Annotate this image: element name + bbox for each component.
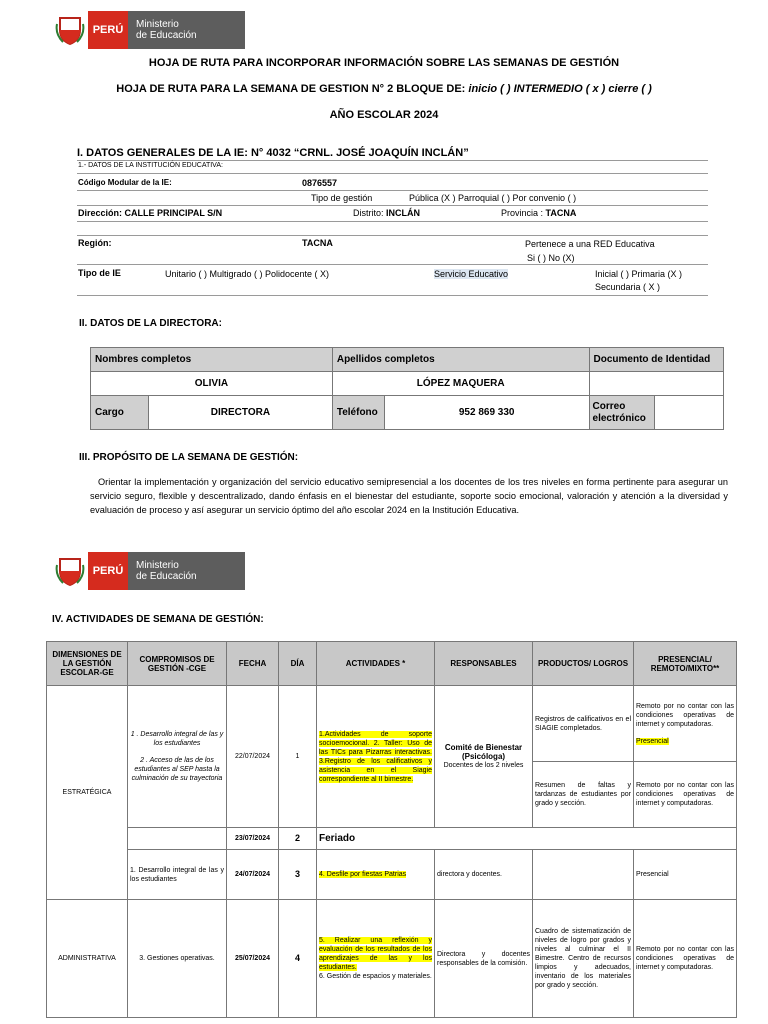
tipo-gestion-options: Pública (X ) Parroquial ( ) Por convenio ( ) [409,193,577,203]
correo-value [654,396,723,430]
cargo-value: DIRECTORA [149,396,333,430]
fecha-r1: 22/07/2024 [227,686,279,828]
proposito-text: Orientar la implementación y organización del servicio educativo semipresencial a los docentes de los tres niveles en forma pertinente para asegurar un servicio seguro, flexible y descentralizado, dando énfasis en el bienestar del estudiante, soporte socio emocional, valoración y atención a la diversidad y evaluación de proceso y así asegurar un servicio óptimo del año escolar 2024 en la Institución Educativa. [90,477,728,515]
peru-label: PERÚ [88,11,128,49]
ministry-label: Ministerio de Educación [128,11,245,49]
producto-r1b: Resumen de faltas y tardanzas de estudiantes por grado y sección. [533,762,634,828]
dimension-administrativa: ADMINISTRATIVA [47,900,128,1018]
minedu-logo [52,11,245,49]
niveles-line-1: Inicial ( ) Primaria (X ) [595,269,683,279]
tipo-ie-options: Unitario ( ) Multigrado ( ) Polidocente ( X) [165,269,330,279]
niveles-line-2: Secundaria ( X ) [595,282,661,292]
col-actividades: ACTIVIDADES * [317,642,435,686]
dia-r1: 1 [279,686,317,828]
dia-r3: 3 [279,850,317,900]
telefono-value: 952 869 330 [384,396,589,430]
doc-title-1: HOJA DE RUTA PARA INCORPORAR INFORMACIÓN SOBRE LAS SEMANAS DE GESTIÓN [148,57,620,69]
responsables-r1: Comité de Bienestar (Psicóloga) Docentes de los 2 niveles [435,686,533,828]
feriado-r2: Feriado [317,828,737,850]
ministry-label: Ministerio de Educación [128,552,245,590]
compromiso-r1: 1 . Desarrollo integral de las y los estudiantes 2 . Acceso de las de los estudiantes al SEP hasta la culminación de su trayectoria [128,686,227,828]
actividades-r3: 4. Desfile por fiestas Patrias [317,850,435,900]
servicio-educativo: Servicio Educativo [434,269,509,279]
minedu-logo-2 [52,552,245,590]
doc-title-2: HOJA DE RUTA PARA LA SEMANA DE GESTION N° 2 BLOQUE DE: inicio ( ) INTERMEDIO ( x ) cierre ( ) [116,83,652,95]
modalidad-r3: Presencial [634,850,737,900]
compromiso-r2 [128,828,227,850]
activities-table [46,641,737,1018]
compromiso-r4: 3. Gestiones operativas. [128,900,227,1018]
header-apellidos: Apellidos completos [332,348,589,372]
producto-r3 [533,850,634,900]
distrito: Distrito: INCLÁN [353,208,421,218]
region-value: TACNA [302,238,333,248]
section-1-heading: I. DATOS GENERALES DE LA IE: N° 4032 “CRNL. JOSÉ JOAQUÍN INCLÁN” [77,147,469,159]
coat-of-arms-icon [52,11,88,49]
apellido-value: LÓPEZ MAQUERA [332,372,589,396]
documento-value [589,372,723,396]
dia-r4: 4 [279,900,317,1018]
dia-r2: 2 [279,828,317,850]
direccion: Dirección: CALLE PRINCIPAL S/N [78,208,223,218]
correo-label: Correo electrónico [589,396,654,430]
dimension-estrategica: ESTRATÉGICA [47,686,128,900]
telefono-label: Teléfono [332,396,384,430]
red-options: Si ( ) No (X) [527,253,575,263]
cargo-label: Cargo [91,396,149,430]
actividades-r1: 1.Actividades de soporte socioemocional. 2. Taller: Uso de las TICs para Pizarras interactivas. 3.Registro de los calificativos y asistencia en el Siagie correspondiente al II bimestre. [317,686,435,828]
section-3-heading: III. PROPÓSITO DE LA SEMANA DE GESTIÓN: [79,452,299,463]
section-4-heading: IV. ACTIVIDADES DE SEMANA DE GESTIÓN: [52,614,264,625]
compromiso-r3: 1. Desarrollo integral de las y los estudiantes [128,850,227,900]
producto-r1a: Registros de calificativos en el SIAGIE completados. [533,686,634,762]
doc-title-year: AÑO ESCOLAR 2024 [329,109,439,121]
col-modalidad: PRESENCIAL/ REMOTO/MIXTO** [634,642,737,686]
tipo-ie-label: Tipo de IE [78,268,121,278]
modalidad-r1a: Remoto por no contar con las condiciones operativas de internet y computadoras. Presencial [634,686,737,762]
codigo-value: 0876557 [302,178,338,188]
tipo-gestion-label: Tipo de gestión [311,193,373,203]
fecha-r3: 24/07/2024 [227,850,279,900]
coat-of-arms-icon [52,552,88,590]
modalidad-r4: Remoto por no contar con las condiciones operativas de internet y computadoras. [634,900,737,1018]
header-nombres: Nombres completos [91,348,333,372]
col-dia: DÍA [279,642,317,686]
provincia: Provincia : TACNA [501,208,577,218]
header-documento: Documento de Identidad [589,348,723,372]
red-label: Pertenece a una RED Educativa [525,239,655,249]
responsables-r4: Directora y docentes responsables de la comisión. [435,900,533,1018]
actividades-r4: 5. Realizar una reflexión y evaluación de los resultados de los aprendizajes de las y los estudiantes. 6. Gestión de espacios y materiales. [317,900,435,1018]
modalidad-r1b: Remoto por no contar con las condiciones operativas de internet y computadoras. [634,762,737,828]
col-responsables: RESPONSABLES [435,642,533,686]
section-1-sub: 1.- DATOS DE LA INSTITUCIÓN EDUCATIVA: [78,162,223,169]
section-2-heading: II. DATOS DE LA DIRECTORA: [79,318,222,329]
peru-label: PERÚ [88,552,128,590]
fecha-r2: 23/07/2024 [227,828,279,850]
col-compromisos: COMPROMISOS DE GESTIÓN -CGE [128,642,227,686]
fecha-r4: 25/07/2024 [227,900,279,1018]
responsables-r3: directora y docentes. [435,850,533,900]
col-fecha: FECHA [227,642,279,686]
region-label: Región: [78,238,112,248]
col-dimensiones: DIMENSIONES DE LA GESTIÓN ESCOLAR-GE [47,642,128,686]
productos-r4: Cuadro de sistematización de niveles de logro por grados y niveles al culminar el II Bimestre. Centro de recursos limpios y adecuados, inventario de los materiales por grado y sección. [533,900,634,1018]
codigo-label: Código Modular de la IE: [78,178,172,187]
nombre-value: OLIVIA [91,372,333,396]
col-productos: PRODUCTOS/ LOGROS [533,642,634,686]
directora-table [90,347,724,430]
